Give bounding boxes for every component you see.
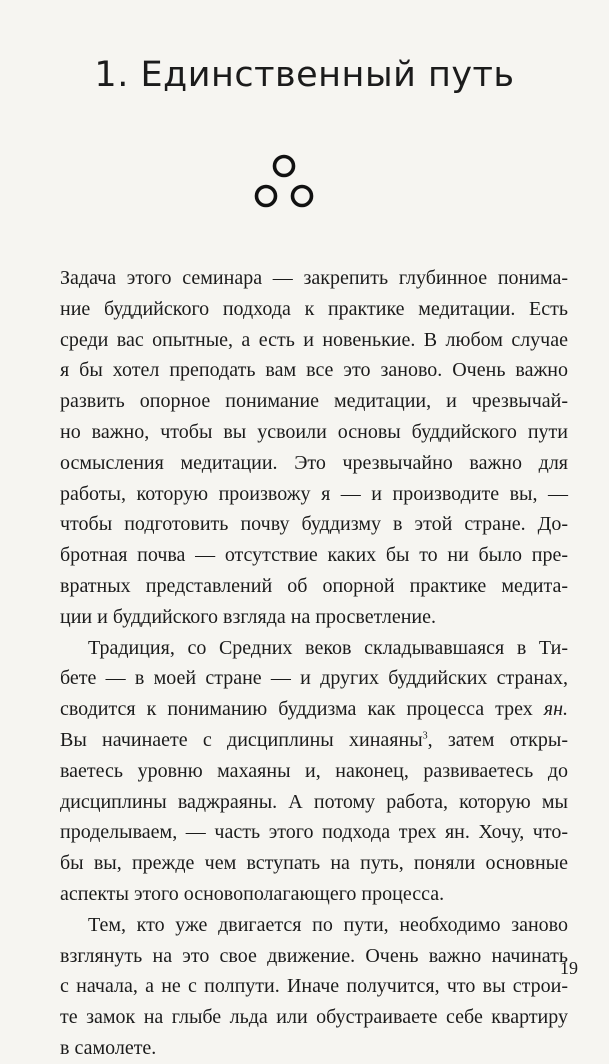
paragraph-2 — [60, 633, 568, 910]
text-line: я бы хотел преподать вам все это заново. Очень важно — [60, 359, 568, 382]
paragraph-3 — [60, 910, 568, 1064]
text-line — [60, 694, 568, 725]
text-line: бете — в моей стране — и других буддийских странах, — [60, 667, 568, 690]
text-line: в самолете. — [60, 1036, 157, 1059]
text-line: ваетесь уровню махаяны и, наконец, развиваетесь до — [60, 759, 568, 782]
text-line: Традиция, со Средних веков складывавшаяся в Ти- — [88, 636, 568, 659]
text-line — [60, 725, 568, 756]
text-segment: Вы начинаете с дисциплины хинаяны — [60, 728, 423, 751]
text-line: работы, которую произвожу я — и производите вы, — — [60, 482, 568, 505]
text-segment: сводится к пониманию буддизма как процесса трех — [60, 698, 544, 721]
text-line: Задача этого семинара — закрепить глубинное понима- — [60, 267, 568, 289]
italic-term: ян. — [543, 698, 568, 721]
body-text — [60, 263, 568, 1064]
text-line: чтобы подготовить почву буддизму в этой стране. До- — [60, 513, 568, 536]
text-line: те замок на глыбе льда или обустраиваете себе квартиру — [60, 1006, 568, 1029]
text-line: бы вы, прежде чем вступать на путь, поняли основные — [60, 852, 568, 875]
chapter-title: 1. Единственный путь — [94, 55, 515, 95]
text-segment: , затем откры- — [427, 728, 568, 751]
text-line: осмысления медитации. Это чрезвычайно важно для — [60, 451, 568, 474]
text-line: ние буддийского подхода к практике медитации. Есть — [60, 297, 568, 320]
text-line: развить опорное понимание медитации, и чрезвычай- — [60, 390, 568, 413]
page-number: 19 — [560, 958, 578, 978]
text-line: но важно, чтобы вы усвоили основы буддийского пути — [60, 420, 568, 443]
text-line: проделываем, — часть этого подхода трех ян. Хочу, что- — [60, 821, 568, 844]
text-line: с начала, а не с полпути. Иначе получится, что вы строи- — [60, 975, 568, 998]
text-line: бротная почва — отсутствие каких бы то ни было пре- — [60, 544, 568, 567]
paragraph-1 — [60, 263, 568, 633]
text-line: Тем, кто уже двигается по пути, необходимо заново — [88, 913, 568, 936]
text-line: ции и буддийского взгляда на просветление. — [60, 605, 437, 628]
text-line: аспекты этого основополагающего процесса. — [60, 882, 445, 905]
text-line: вратных представлений об опорной практике медита- — [60, 574, 568, 597]
text-line: среди вас опытные, а есть и новенькие. В любом случае — [60, 328, 568, 351]
text-line: взглянуть на это свое движение. Очень важно начинать — [60, 944, 568, 967]
footnote-marker[interactable]: 3 — [422, 730, 428, 742]
text-line: дисциплины ваджраяны. А потому работа, которую мы — [60, 790, 568, 813]
three-circles-icon — [250, 152, 360, 221]
